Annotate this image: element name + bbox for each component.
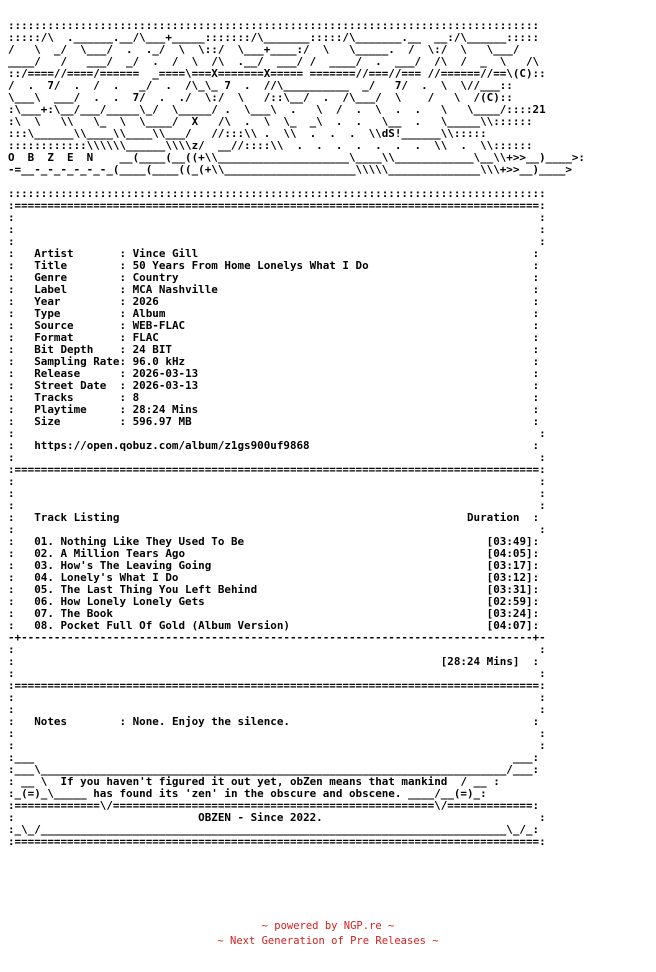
track-duration: [04:07] bbox=[486, 619, 533, 632]
info-value: Country bbox=[132, 271, 179, 284]
track-title: How Lonely Lonely Gets bbox=[60, 595, 205, 608]
track-number: 03. bbox=[34, 559, 61, 572]
ascii-banner-line: \___\ ___/ . . 7/ . ./ \:/ \ /::\__/ . /\___/ \ / \ /(C):: bbox=[8, 91, 513, 104]
info-label: Label bbox=[34, 283, 120, 296]
info-label: Tracks bbox=[34, 391, 120, 404]
footer-powered-by: ~ powered by NGP.re ~ bbox=[261, 920, 395, 932]
info-label: Sampling Rate bbox=[34, 355, 120, 368]
info-label: Artist bbox=[34, 247, 120, 260]
closing-line-2: has found its 'zen' in the obscure and obscene. bbox=[93, 787, 402, 800]
info-value: 28:24 Mins bbox=[132, 403, 199, 416]
info-label: Release bbox=[34, 367, 120, 380]
track-title: The Book bbox=[60, 607, 113, 620]
track-number: 04. bbox=[34, 571, 61, 584]
ascii-banner-line: ::/====//====/====== _====\===X=======X===== =======//===//=== //======//==\(C):: bbox=[8, 67, 546, 80]
info-label: Format bbox=[34, 331, 120, 344]
ascii-separator: :::::::::::::::::::::::::::::::::::::::::::::::::::::::::::::::::::::::::::::::::: bbox=[8, 187, 546, 200]
info-value: 2026-03-13 bbox=[132, 367, 199, 380]
info-value: MCA Nashville bbox=[132, 283, 218, 296]
ascii-banner-line: :::::/\ .______.__/\___+_____:::::::/\_______:::::/\_______.__ __:/\______::::: bbox=[8, 31, 540, 44]
info-label: Year bbox=[34, 295, 120, 308]
ascii-banner-line: :\___+:\__/___/_____\_/ \_____/ . \___\ . \ / . \ . . \ \____/::::21 bbox=[8, 103, 546, 116]
nfo-document: ::::::::::::::::::::::::::::::::::::::::::::::::::::::::::::::::::::::::::::::::: :::::/\ .______.__/\___+_____:::::::/\_______:::::/\_______.__ __:/\______::::: / \ _/ \___/ . ._/ \ \::/ \___+____:/ \ \_____. / \:/ \ \___/ ____/ / ___/ _/ . / \ /\ .__/ ___/ / ____/ . ___/ /\ / _ \ /\ ::/====//====/====== _====\===X=======X===== =======//===//=== //======//==\(C):: / . 7/ . / . _/ . /\_\_ 7 . //\__________ _/ 7/ . \ \//___:: \___\ ___/ . . 7/ . ./ \:/ \ /::\__/ . /\___/ \ / \ /(C):: :\___+:\__/___/_____\_/ \_____/ . \___\ . \ / . \ . . \ \____/::::21 :\ \ \\ \_ \ \____/ X /\ . \ \_ _\ . . \__ . \_____\\:::::: :::\______\\____\\____\\___/ //:::\\ . \\ . . . \\dS!______\\::::: ::::::::::::\\\\\\______\\\\z/ __//::::\\ . . . . . . . \\ . \\:::::: O B Z E N __(____(__((+\\____________________\____\\____________\__\\+>>__)____>: -=__-_-_-_-_-_-_(____(____((_(+\\____________________\\\\\______________\\\+>>__)____> :::::::::::::::::::::::::::::::::::::::::::::::::::::::::::::::::::::::::::::::::: :================================================================================: : : : : : : : Artist : Vince Gill : : Title : 50 Years From Home Lonelys What I Do : : Genre : Country : : Label : MCA Nashville : : Year : 2026 : : Type : Album : : Source : WEB-FLAC : : Format : FLAC : : Bit Depth : 24 BIT : : Sampling Rate: 96.0 kHz : : Release : 2026-03-13 : : Street Date : 2026-03-13 : : Tracks : 8 : : Playtime : 28:24 Mins : : Size : 596.97 MB : : : : https://open.qobuz.com/album/z1gs900uf9868 : : : :================================================================================: : : : : : : : Track Listing Duration : : : : 01. Nothing Like They Used To Be [03:49]: : 02. A Million Tears Ago [04:05]: : 03. How's The Leaving Going [03:17]: : 04. Lonely's What I Do [03:12]: : 05. The Last Thing You Left Behind [03:31]: : 06. How Lonely Lonely Gets [02:59]: : 07. The Book [03:24]: : 08. Pocket Full Of Gold (Album Version) [04:07]: -+------------------------------------------------------------------------------+- : : : [28:24 Mins] : : : :================================================================================: : : : : : Notes : None. Enjoy the silence. : : : : : :___ ___: :___\_______________________________________________________________________/___: : __ \ If you haven't figured it out yet, obZen means that mankind / __ : :_(=)_\_____ has found its 'zen' in the obscure and obscene. ____/__(=)_: :=============\/=================================================\/=============: : OBZEN - Since 2022. : :_\_/_______________________________________________________________________\_/_: :================================================================================: bbox=[8, 19, 585, 848]
ascii-banner-line: / . 7/ . / . _/ . /\_\_ 7 . //\__________ _/ 7/ . \ \//___:: bbox=[8, 79, 513, 92]
info-value: WEB-FLAC bbox=[132, 319, 186, 332]
footer-tagline: ~ Next Generation of Pre Releases ~ bbox=[217, 935, 439, 947]
album-url: https://open.qobuz.com/album/z1gs900uf9868 bbox=[34, 439, 310, 452]
track-duration: [02:59] bbox=[486, 595, 533, 608]
total-playtime: [28:24 Mins] bbox=[440, 655, 520, 668]
info-label: Type bbox=[34, 307, 120, 320]
ascii-banner-line: / \ _/ \___/ . ._/ \ \::/ \___+____:/ \ \_____. / \:/ \ \___/ bbox=[8, 43, 520, 56]
track-duration: [03:49] bbox=[486, 535, 533, 548]
since-line: OBZEN - Since 2022. bbox=[198, 811, 323, 824]
ascii-banner-line: :\ \ \\ \_ \ \____/ X /\ . \ \_ _\ . . \__ . \_____\\:::::: bbox=[8, 115, 533, 128]
track-number: 06. bbox=[34, 595, 61, 608]
track-title: How's The Leaving Going bbox=[60, 559, 212, 572]
track-title: Lonely's What I Do bbox=[60, 571, 179, 584]
info-value: 596.97 MB bbox=[132, 415, 192, 428]
track-duration: [03:24] bbox=[486, 607, 533, 620]
track-title: Pocket Full Of Gold (Album Version) bbox=[60, 619, 290, 632]
ascii-banner-line: ::::::::::::\\\\\\______\\\\z/ __//::::\\ . . . . . . . \\ . \\:::::: bbox=[8, 139, 533, 152]
info-value: FLAC bbox=[132, 331, 159, 344]
track-duration: [03:17] bbox=[486, 559, 533, 572]
info-value: Vince Gill bbox=[132, 247, 199, 260]
ascii-banner-line: :::\______\\____\\____\\___/ //:::\\ . \\ . . . \\dS!______\\::::: bbox=[8, 127, 487, 140]
info-value: 2026-03-13 bbox=[132, 379, 199, 392]
track-number: 01. bbox=[34, 535, 61, 548]
track-duration: [03:12] bbox=[486, 571, 533, 584]
info-value: 2026 bbox=[132, 295, 159, 308]
ascii-banner-line: O B Z E N __(____(__((+\\____________________\____\\____________\__\\+>>__)____>: bbox=[8, 151, 585, 164]
tracklist-heading: Track Listing bbox=[34, 511, 120, 524]
track-number: 07. bbox=[34, 607, 61, 620]
info-value: 8 bbox=[132, 391, 140, 404]
notes-label: Notes bbox=[34, 715, 68, 728]
info-label: Street Date bbox=[34, 379, 120, 392]
ascii-banner-line: ::::::::::::::::::::::::::::::::::::::::::::::::::::::::::::::::::::::::::::::::: bbox=[8, 19, 540, 32]
info-value: Album bbox=[132, 307, 166, 320]
duration-heading: Duration bbox=[467, 511, 520, 524]
track-title: The Last Thing You Left Behind bbox=[60, 583, 258, 596]
track-number: 02. bbox=[34, 547, 61, 560]
track-duration: [03:31] bbox=[486, 583, 533, 596]
track-title: A Million Tears Ago bbox=[60, 547, 186, 560]
track-title: Nothing Like They Used To Be bbox=[60, 535, 245, 548]
info-label: Playtime bbox=[34, 403, 120, 416]
info-label: Title bbox=[34, 259, 120, 272]
ascii-banner-line: -=__-_-_-_-_-_-_(____(____((_(+\\____________________\\\\\______________\\\+>>__)____> bbox=[8, 163, 572, 176]
track-number: 08. bbox=[34, 619, 61, 632]
closing-line-1: If you haven't figured it out yet, obZen means that mankind bbox=[60, 775, 448, 788]
info-value: 50 Years From Home Lonelys What I Do bbox=[132, 259, 369, 272]
info-value: 96.0 kHz bbox=[132, 355, 186, 368]
notes-text: None. Enjoy the silence. bbox=[132, 715, 290, 728]
track-number: 05. bbox=[34, 583, 61, 596]
info-label: Size bbox=[34, 415, 120, 428]
ascii-banner-line: ____/ / ___/ _/ . / \ /\ .__/ ___/ / ____/ . ___/ /\ / _ \ /\ bbox=[8, 55, 540, 68]
track-duration: [04:05] bbox=[486, 547, 533, 560]
info-label: Bit Depth bbox=[34, 343, 120, 356]
info-value: 24 BIT bbox=[132, 343, 172, 356]
info-label: Genre bbox=[34, 271, 120, 284]
info-label: Source bbox=[34, 319, 120, 332]
